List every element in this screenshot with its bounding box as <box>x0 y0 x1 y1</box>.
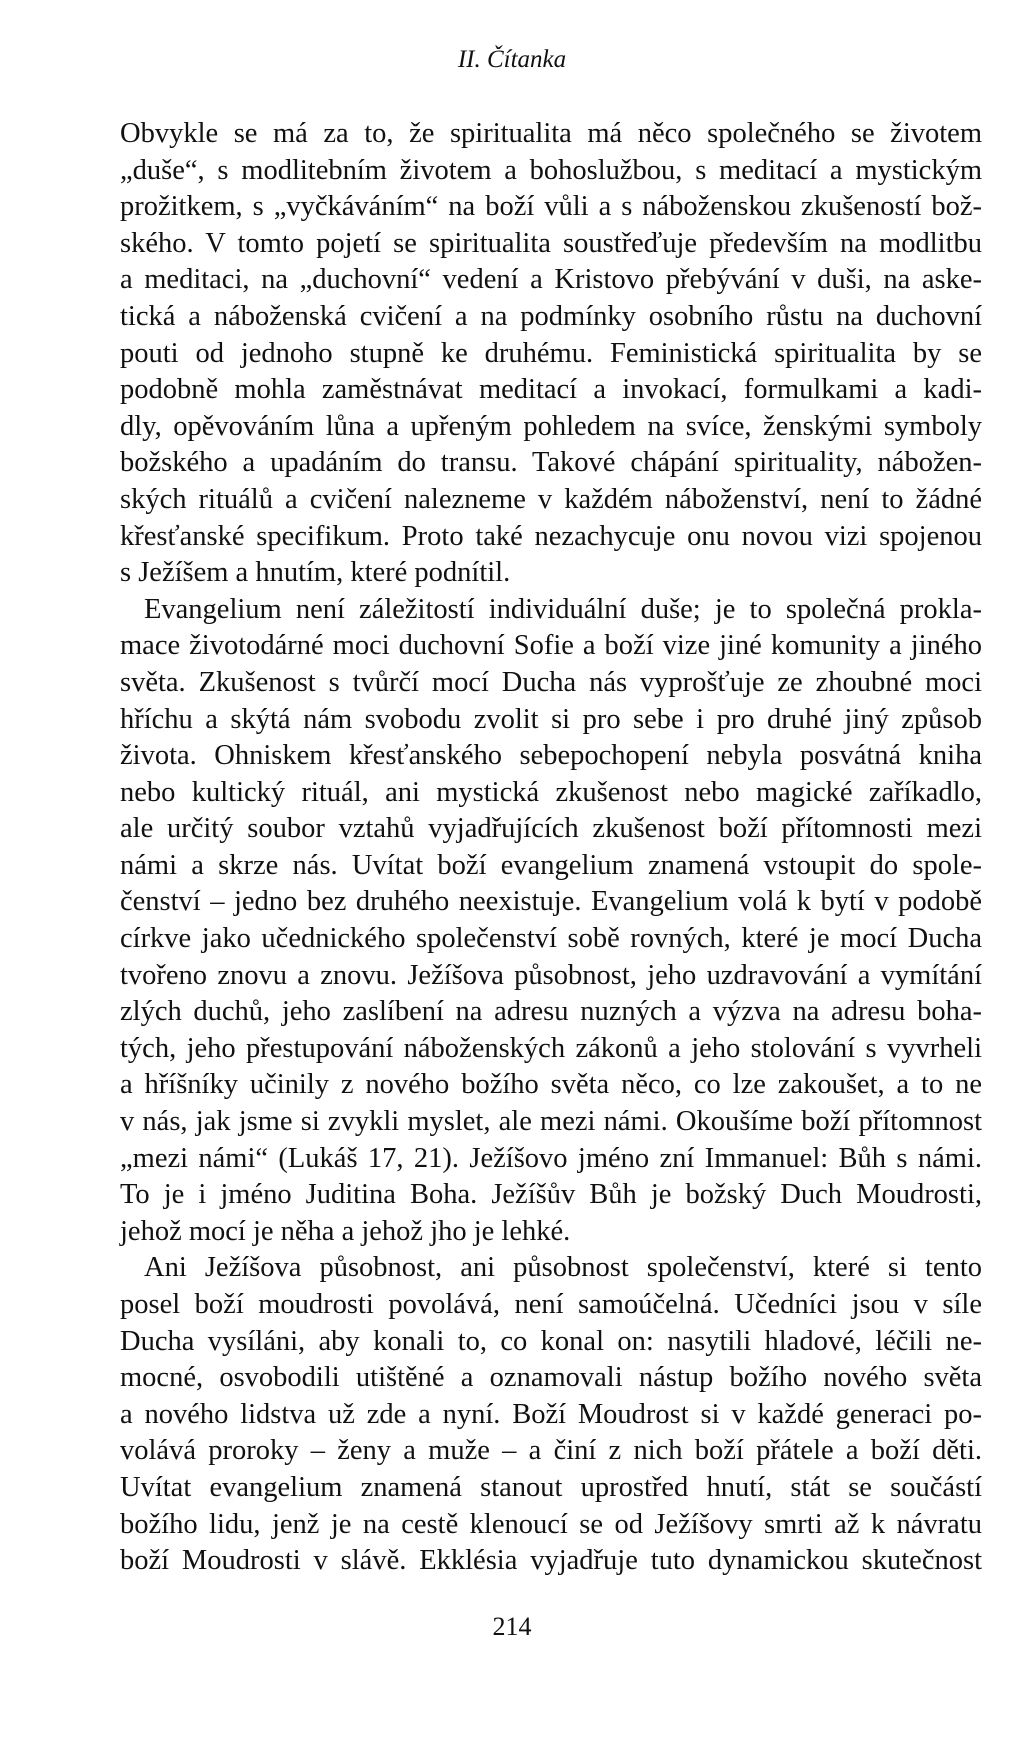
text-line: Ducha vysíláni, aby konali to, co konal on: nasytili hladové, léčili ne- <box>120 1325 982 1357</box>
text-line: křesťanské specifikum. Proto také nezachycuje onu novou vizi spojenou <box>120 520 982 552</box>
text-line: ských rituálů a cvičení nalezneme v každém náboženství, není to žádné <box>120 483 982 515</box>
text-line: dly, opěvováním lůna a upřeným pohledem na svíce, ženskými symboly <box>120 410 982 442</box>
text-line: „mezi námi“ (Lukáš 17, 21). Ježíšovo jméno zní Immanuel: Bůh s námi. <box>120 1142 982 1174</box>
text-line: zlých duchů, jeho zaslíbení na adresu nuzných a výzva na adresu boha- <box>120 996 982 1028</box>
body-text <box>120 116 982 1580</box>
text-line: posel boží moudrosti povolává, není samoúčelná. Učedníci jsou v síle <box>120 1289 982 1320</box>
text-line: světa. Zkušenost s tvůrčí mocí Ducha nás vyprošťuje ze zhoubné moci <box>120 666 982 698</box>
text-line: s Ježíšem a hnutím, které podnítil. <box>120 557 511 589</box>
text-line: volává proroky – ženy a muže – a činí z nich boží přátele a boží děti. <box>120 1435 982 1467</box>
text-line: Evangelium není záležitostí individuální duše; je to společná prokla- <box>144 593 982 625</box>
paragraph-1 <box>120 116 982 592</box>
page-number: 214 <box>492 1612 532 1641</box>
text-line: ského. V tomto pojetí se spiritualita soustřeďuje především na modlitbu <box>120 227 982 259</box>
text-line: námi a skrze nás. Uvítat boží evangelium znamená vstoupit do spole- <box>120 849 982 881</box>
text-line: života. Ohniskem křesťanského sebepochopení nebyla posvátná kniha <box>120 740 982 772</box>
text-line: tická a náboženská cvičení a na podmínky osobního růstu na duchovní <box>120 300 982 332</box>
text-line: v nás, jak jsme si zvykli myslet, ale mezi námi. Okoušíme boží přítomnost <box>120 1106 982 1138</box>
text-line: boží Moudrosti v slávě. Ekklésia vyjadřuje tuto dynamickou skutečnost <box>120 1545 982 1577</box>
paragraph-3 <box>120 1250 982 1579</box>
text-line: prožitkem, s „vyčkáváním“ na boží vůli a s náboženskou zkušeností bož- <box>120 191 982 223</box>
text-line: a hříšníky učinily z nového božího světa něco, co lze zakoušet, a to ne <box>120 1069 982 1101</box>
text-line: božského a upadáním do transu. Takové chápání spirituality, nábožen- <box>120 447 982 479</box>
text-line: mace životodárné moci duchovní Sofie a boží vize jiné komunity a jiného <box>120 630 982 662</box>
text-line: jehož mocí je něha a jehož jho je lehké. <box>120 1215 571 1247</box>
text-line: a nového lidstva už zde a nyní. Boží Moudrost si v každé generaci po- <box>120 1398 982 1430</box>
text-line: Obvykle se má za to, že spiritualita má něco společného se životem <box>120 118 982 149</box>
paragraph-2 <box>120 592 982 1251</box>
text-line: církve jako učednického společenství sobě rovných, které je mocí Ducha <box>120 923 982 955</box>
text-line: To je i jméno Juditina Boha. Ježíšův Bůh je božský Duch Moudrosti, <box>120 1179 982 1211</box>
text-line: čenství – jedno bez druhého neexistuje. Evangelium volá k bytí v podobě <box>120 886 982 918</box>
text-line: hříchu a skýtá nám svobodu zvolit si pro sebe i pro druhé jiný způsob <box>120 703 982 735</box>
text-line: nebo kultický rituál, ani mystická zkušenost nebo magické zaříkadlo, <box>120 776 982 808</box>
text-line: mocné, osvobodili utištěné a oznamovali nástup božího nového světa <box>120 1362 982 1394</box>
text-line: podobně mohla zaměstnávat meditací a invokací, formulkami a kadi- <box>120 374 982 406</box>
text-line: božího lidu, jenž je na cestě klenoucí se od Ježíšovy smrti až k návratu <box>120 1508 982 1540</box>
running-head: II. Čítanka <box>457 46 567 73</box>
text-line: pouti od jednoho stupně ke druhému. Feministická spiritualita by se <box>120 337 982 369</box>
text-line: tvořeno znovu a znovu. Ježíšova působnost, jeho uzdravování a vymítání <box>120 959 982 991</box>
text-line: a meditaci, na „duchovní“ vedení a Kristovo přebývání v duši, na aske- <box>120 264 982 296</box>
text-line: „duše“, s modlitebním životem a bohoslužbou, s meditací a mystickým <box>120 154 982 186</box>
text-line: ale určitý soubor vztahů vyjadřujících zkušenost boží přítomnosti mezi <box>120 813 982 845</box>
text-line: Ani Ježíšova působnost, ani působnost společenství, které si tento <box>144 1252 982 1284</box>
text-line: tých, jeho přestupování náboženských zákonů a jeho stolování s vyvrheli <box>120 1032 982 1064</box>
text-line: Uvítat evangelium znamená stanout uprostřed hnutí, stát se součástí <box>120 1471 982 1503</box>
